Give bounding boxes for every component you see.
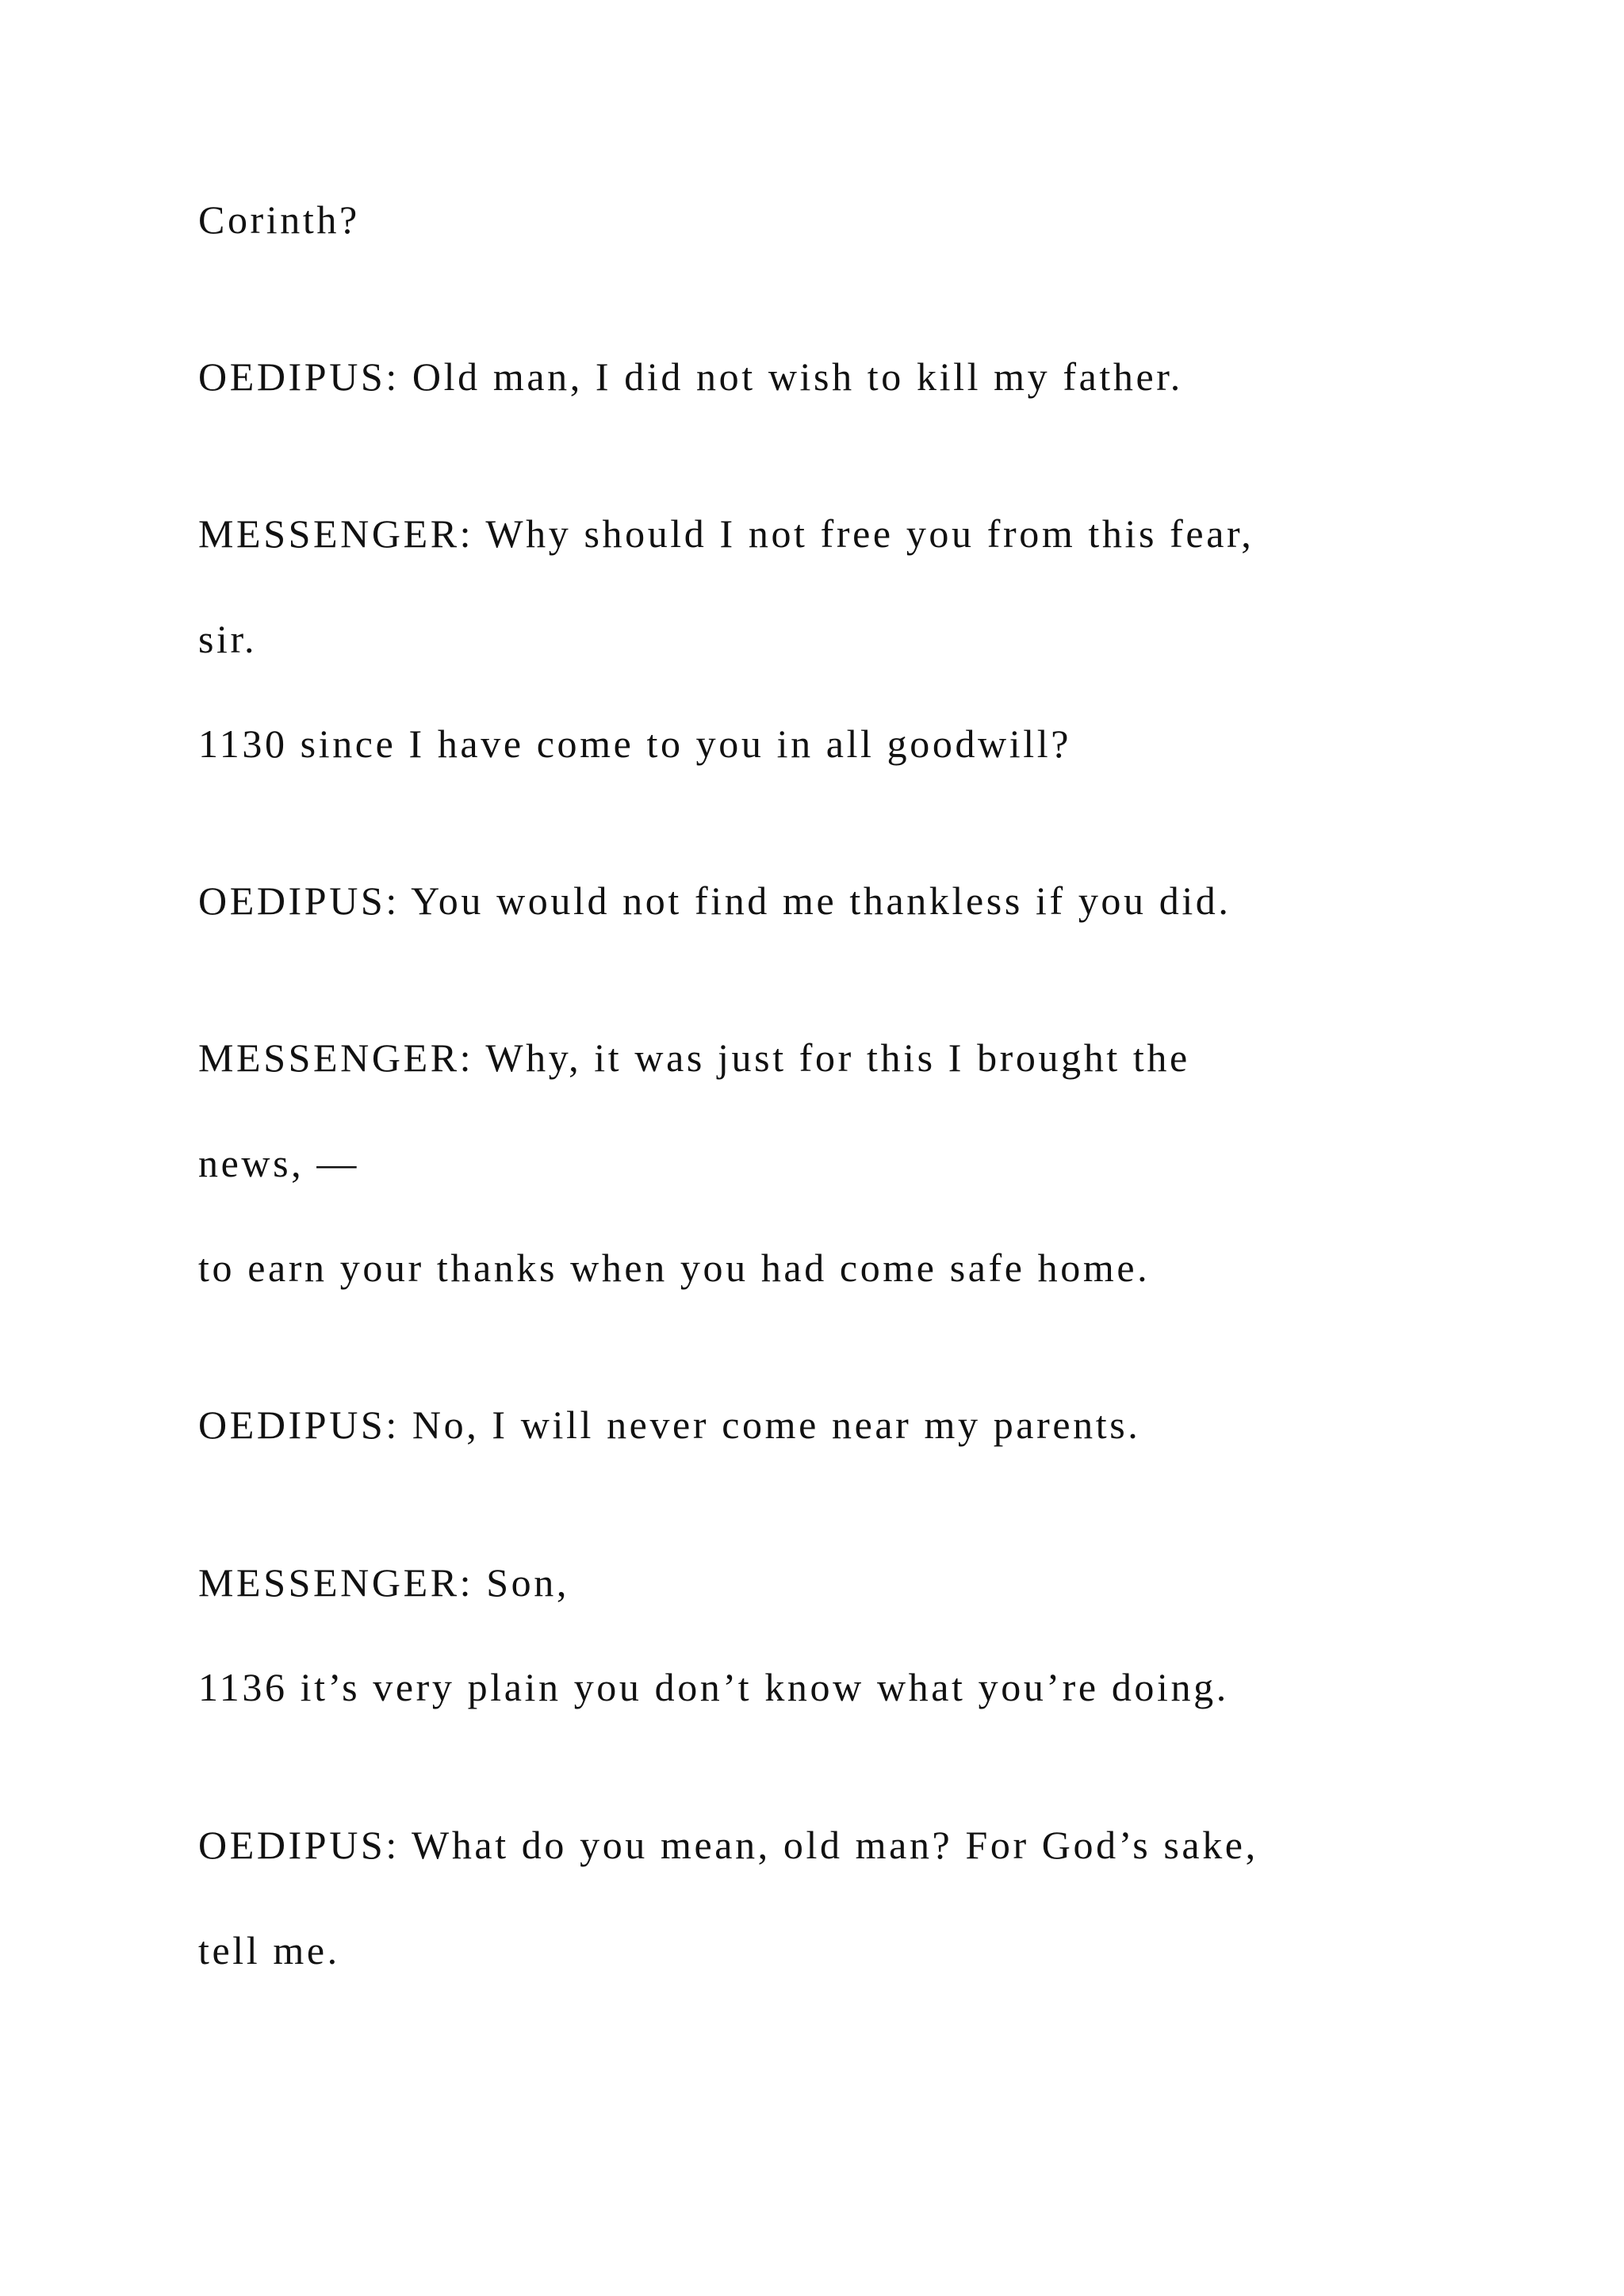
text-line: MESSENGER: Son, bbox=[198, 1560, 569, 1605]
text-line: news, — bbox=[198, 1141, 359, 1185]
text-line: OEDIPUS: What do you mean, old man? For God’s sake, bbox=[198, 1823, 1258, 1867]
text-line: MESSENGER: Why should I not free you from this fear, bbox=[198, 511, 1254, 556]
text-line: MESSENGER: Why, it was just for this I brought the bbox=[198, 1035, 1190, 1080]
text-line: 1130 since I have come to you in all goodwill? bbox=[198, 721, 1072, 766]
text-line: tell me. bbox=[198, 1928, 340, 1973]
text-line: Corinth? bbox=[198, 197, 360, 242]
text-line: OEDIPUS: No, I will never come near my parents. bbox=[198, 1402, 1141, 1447]
text-line: sir. bbox=[198, 617, 258, 661]
text-line: 1136 it’s very plain you don’t know what you’re doing. bbox=[198, 1665, 1229, 1709]
text-line: OEDIPUS: You would not find me thankless if you did. bbox=[198, 878, 1231, 923]
text-line: to earn your thanks when you had come safe home. bbox=[198, 1246, 1151, 1290]
text-line: OEDIPUS: Old man, I did not wish to kill my father. bbox=[198, 354, 1183, 399]
